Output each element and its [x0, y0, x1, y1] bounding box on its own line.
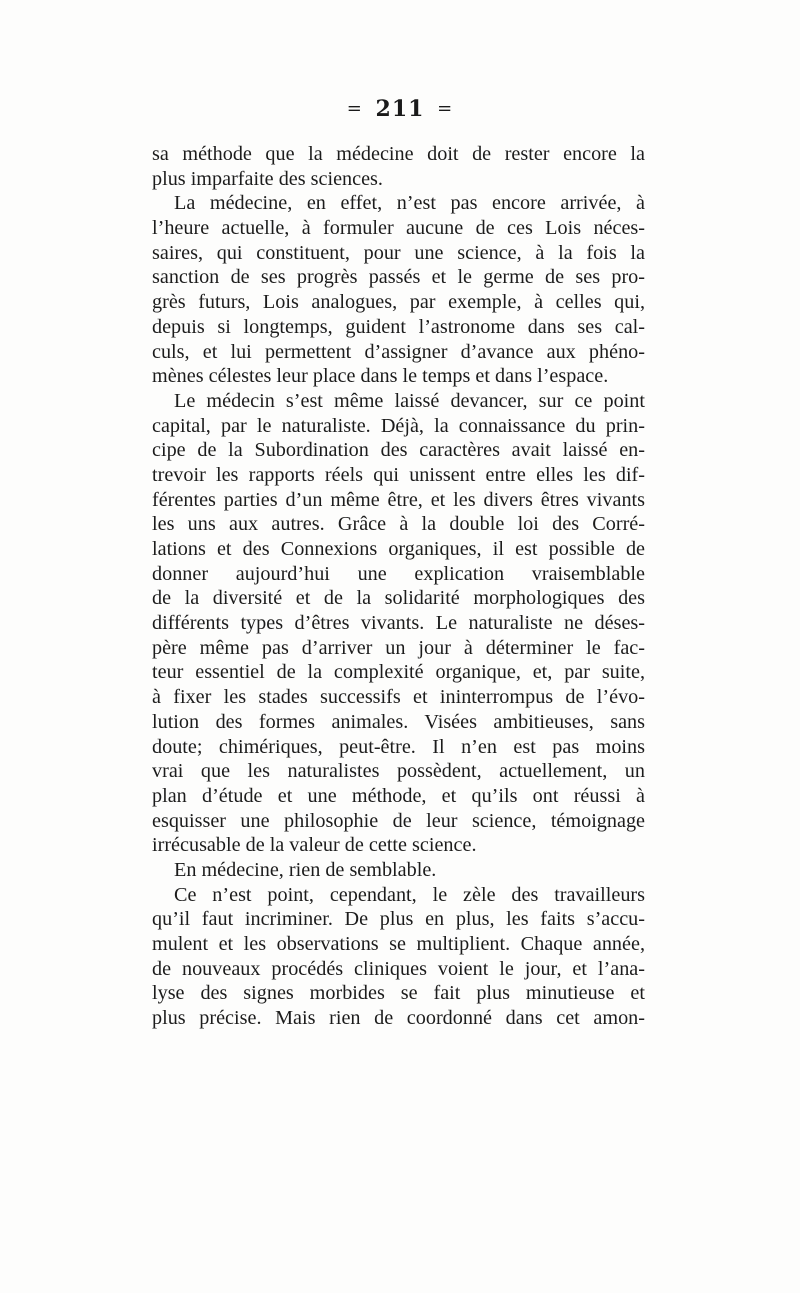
text-line: teur essentiel de la complexité organique, et, par suite,: [152, 661, 645, 684]
text-line: irrécusable de la valeur de cette science.: [152, 834, 477, 857]
folio-dash-right: =: [437, 98, 454, 119]
text-line: différents types d’êtres vivants. Le naturaliste ne déses-: [152, 612, 645, 635]
text-line: de la diversité et de la solidarité morphologiques des: [152, 587, 645, 610]
text-line: culs, et lui permettent d’assigner d’avance aux phéno-: [152, 340, 645, 363]
text-line: férentes parties d’un même être, et les divers êtres vivants: [152, 488, 645, 511]
text-line: mènes célestes leur place dans le temps et dans l’espace.: [152, 365, 609, 388]
text-line: doute; chimériques, peut-être. Il n’en est pas moins: [152, 735, 645, 758]
text-line: Le médecin s’est même laissé devancer, sur ce point: [174, 389, 645, 412]
text-line: donner aujourd’hui une explication vraisemblable: [152, 562, 645, 585]
paragraph: [152, 883, 645, 1031]
text-line: depuis si longtemps, guident l’astronome dans ses cal-: [152, 315, 645, 338]
text-line: cipe de la Subordination des caractères avait laissé en-: [152, 439, 645, 462]
text-line: lyse des signes morbides se fait plus minutieuse et: [152, 982, 645, 1005]
text-line: plan d’étude et une méthode, et qu’ils ont réussi à: [152, 784, 645, 807]
page-header: [0, 96, 800, 122]
text-line: grès futurs, Lois analogues, par exemple, à celles qui,: [152, 291, 645, 314]
text-line: qu’il faut incriminer. De plus en plus, les faits s’accu-: [152, 908, 645, 931]
text-line: lations et des Connexions organiques, il est possible de: [152, 538, 645, 560]
text-line: père même pas d’arriver un jour à déterminer le fac-: [152, 636, 645, 659]
text-line: plus imparfaite des sciences.: [152, 167, 383, 190]
text-line: La médecine, en effet, n’est pas encore arrivée, à: [174, 192, 645, 215]
page-number: 211: [375, 96, 425, 122]
paragraph: [152, 191, 645, 389]
paragraph: [152, 389, 645, 858]
text-line: esquisser une philosophie de leur science, témoignage: [152, 809, 645, 832]
body-text: [152, 142, 645, 1031]
paragraph: [152, 142, 645, 191]
text-line: sanction de ses progrès passés et le germe de ses pro-: [152, 266, 645, 289]
text-line: les uns aux autres. Grâce à la double loi des Corré-: [152, 513, 645, 536]
text-line: à fixer les stades successifs et ininterrompus de l’évo-: [152, 686, 645, 709]
text-line: saires, qui constituent, pour une science, à la fois la: [152, 241, 645, 264]
text-line: vrai que les naturalistes possèdent, actuellement, un: [152, 760, 645, 783]
text-line: l’heure actuelle, à formuler aucune de ces Lois néces-: [152, 217, 645, 240]
text-line: mulent et les observations se multiplient. Chaque année,: [152, 933, 645, 955]
text-line: trevoir les rapports réels qui unissent entre elles les dif-: [152, 463, 645, 486]
text-line: Ce n’est point, cependant, le zèle des travailleurs: [174, 883, 645, 906]
paragraph: [152, 858, 645, 883]
text-line: plus précise. Mais rien de coordonné dans cet amon-: [152, 1007, 645, 1030]
text-line: sa méthode que la médecine doit de rester encore la: [152, 143, 645, 165]
folio-dash-left: =: [346, 98, 363, 119]
text-line: capital, par le naturaliste. Déjà, la connaissance du prin-: [152, 414, 645, 437]
text-line: lution des formes animales. Visées ambitieuses, sans: [152, 710, 645, 733]
text-line: de nouveaux procédés cliniques voient le jour, et l’ana-: [152, 957, 645, 980]
text-line: En médecine, rien de semblable.: [174, 858, 437, 881]
